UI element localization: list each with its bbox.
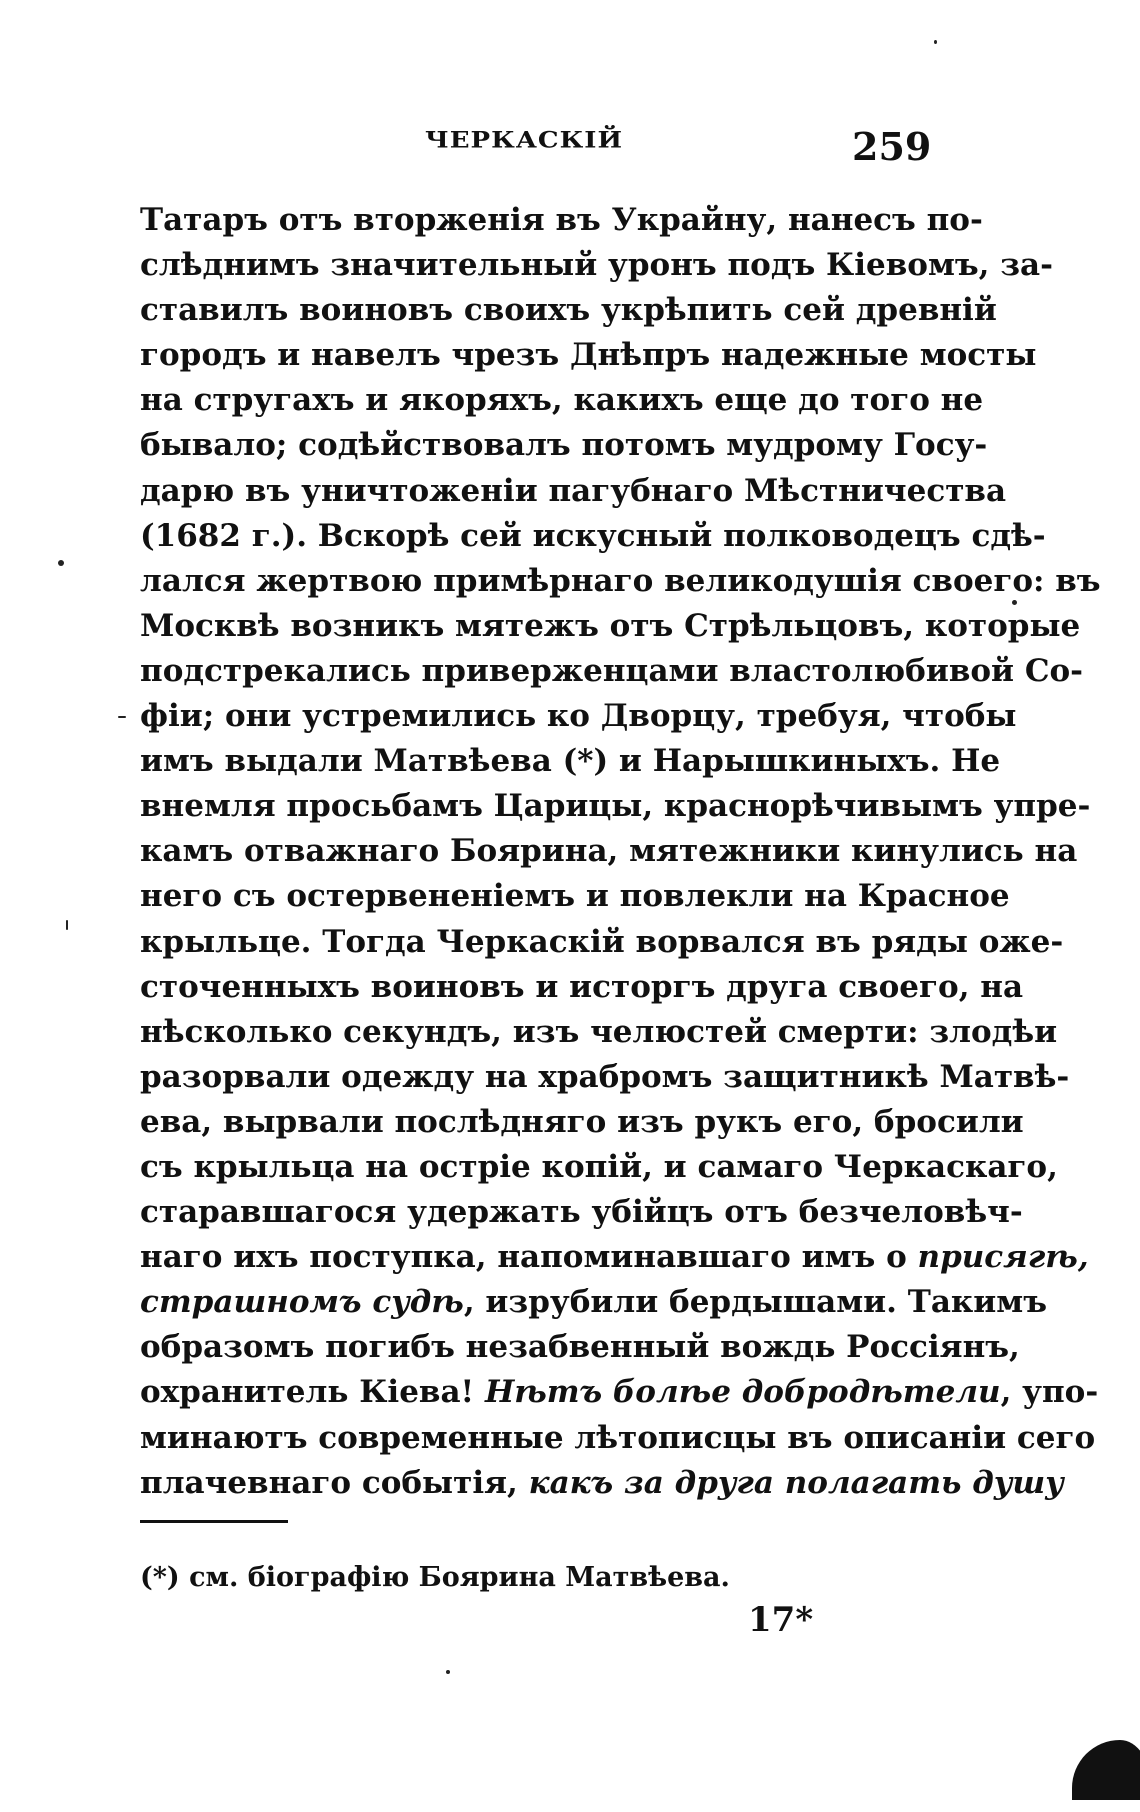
ink-speck xyxy=(446,1670,450,1674)
running-title: ЧЕРКАСКІЙ xyxy=(425,128,624,154)
text-line: фіи; они устремились ко Дворцу, требуя, чтобы xyxy=(140,698,1017,735)
text-line: нѣсколько секундъ, изъ челюстей смерти: злодѣи xyxy=(140,1013,1058,1050)
text-line: сточенныхъ воиновъ и исторгъ друга своего, на xyxy=(140,968,1024,1005)
text-line: разорвали одежду на храбромъ защитникѣ Матвѣ- xyxy=(140,1058,1070,1095)
text-line: съ крыльца на остріе копій, и самаго Черкаскаго, xyxy=(140,1148,1058,1185)
ink-speck xyxy=(934,40,937,44)
text-line: на стругахъ и якоряхъ, какихъ еще до того не xyxy=(140,382,984,419)
text-line: городъ и навелъ чрезъ Днѣпръ надежные мосты xyxy=(140,337,1037,374)
ink-speck xyxy=(1012,600,1017,605)
text-line: (1682 г.). Вскорѣ сей искусный полководецъ сдѣ- xyxy=(140,517,1046,554)
text-line: Москвѣ возникъ мятежъ отъ Стрѣльцовъ, которые xyxy=(140,607,1081,644)
text-line: камъ отважнаго Боярина, мятежники кинулись на xyxy=(140,833,1078,870)
text-line: слѣднимъ значительный уронъ подъ Кіевомъ, за- xyxy=(140,247,1054,284)
text-line: Татаръ отъ вторженія въ Украйну, нанесъ по- xyxy=(140,202,983,238)
ink-speck xyxy=(66,920,68,930)
text-line: образомъ погибъ незабвенный вождь Россіянъ, xyxy=(140,1329,1020,1366)
text-line: внемля просьбамъ Царицы, краснорѣчивымъ упре- xyxy=(140,788,1091,825)
text-line: подстрекались приверженцами властолюбивой Со- xyxy=(140,652,1084,689)
text-line: лался жертвою примѣрнаго великодушія своего: въ xyxy=(140,562,1101,599)
text-line: минаютъ современные лѣтописцы въ описаніи сего xyxy=(140,1419,1096,1456)
ink-speck xyxy=(58,560,64,566)
text-line: бывало; содѣйствовалъ потомъ мудрому Госу- xyxy=(140,427,988,464)
ink-speck xyxy=(118,716,126,718)
text-line: плачевнаго событія, какъ за друга полагать душу xyxy=(140,1464,1064,1501)
italic-phrase: страшномъ судѣ xyxy=(140,1284,464,1321)
signature-mark: 17* xyxy=(748,1600,814,1640)
italic-phrase: присягѣ, xyxy=(917,1239,1089,1276)
text-line: страшномъ судѣ, изрубили бердышами. Такимъ xyxy=(140,1284,1048,1321)
text-line: имъ выдали Матвѣева (*) и Нарышкиныхъ. Не xyxy=(140,743,1001,780)
page-number: 259 xyxy=(852,124,932,169)
footnote: (*) см. біографію Боярина Матвѣева. xyxy=(140,1562,730,1593)
text-line: наго ихъ поступка, напоминавшаго имъ о присягѣ, xyxy=(140,1239,1089,1276)
italic-phrase: какъ за друга полагать душу xyxy=(528,1464,1064,1501)
body-text xyxy=(140,198,1101,1506)
scan-thumb-shadow xyxy=(1072,1740,1140,1800)
text-line: крыльце. Тогда Черкаскій ворвался въ ряды оже- xyxy=(140,923,1064,960)
italic-phrase: Нѣтъ болѣе добродѣтели xyxy=(484,1374,1001,1411)
text-line: него съ остервененіемъ и повлекли на Красное xyxy=(140,878,1010,915)
footnote-rule xyxy=(140,1520,288,1523)
text-line: ева, вырвали послѣдняго изъ рукъ его, бросили xyxy=(140,1103,1024,1140)
text-line: старавшагося удержать убійцъ отъ безчеловѣч- xyxy=(140,1194,1023,1231)
text-line: охранитель Кіева! Нѣтъ болѣе добродѣтели, упо- xyxy=(140,1374,1099,1411)
text-line: ставилъ воиновъ своихъ укрѣпить сей древній xyxy=(140,292,997,329)
text-line: дарю въ уничтоженіи пагубнаго Мѣстничества xyxy=(140,472,1007,509)
